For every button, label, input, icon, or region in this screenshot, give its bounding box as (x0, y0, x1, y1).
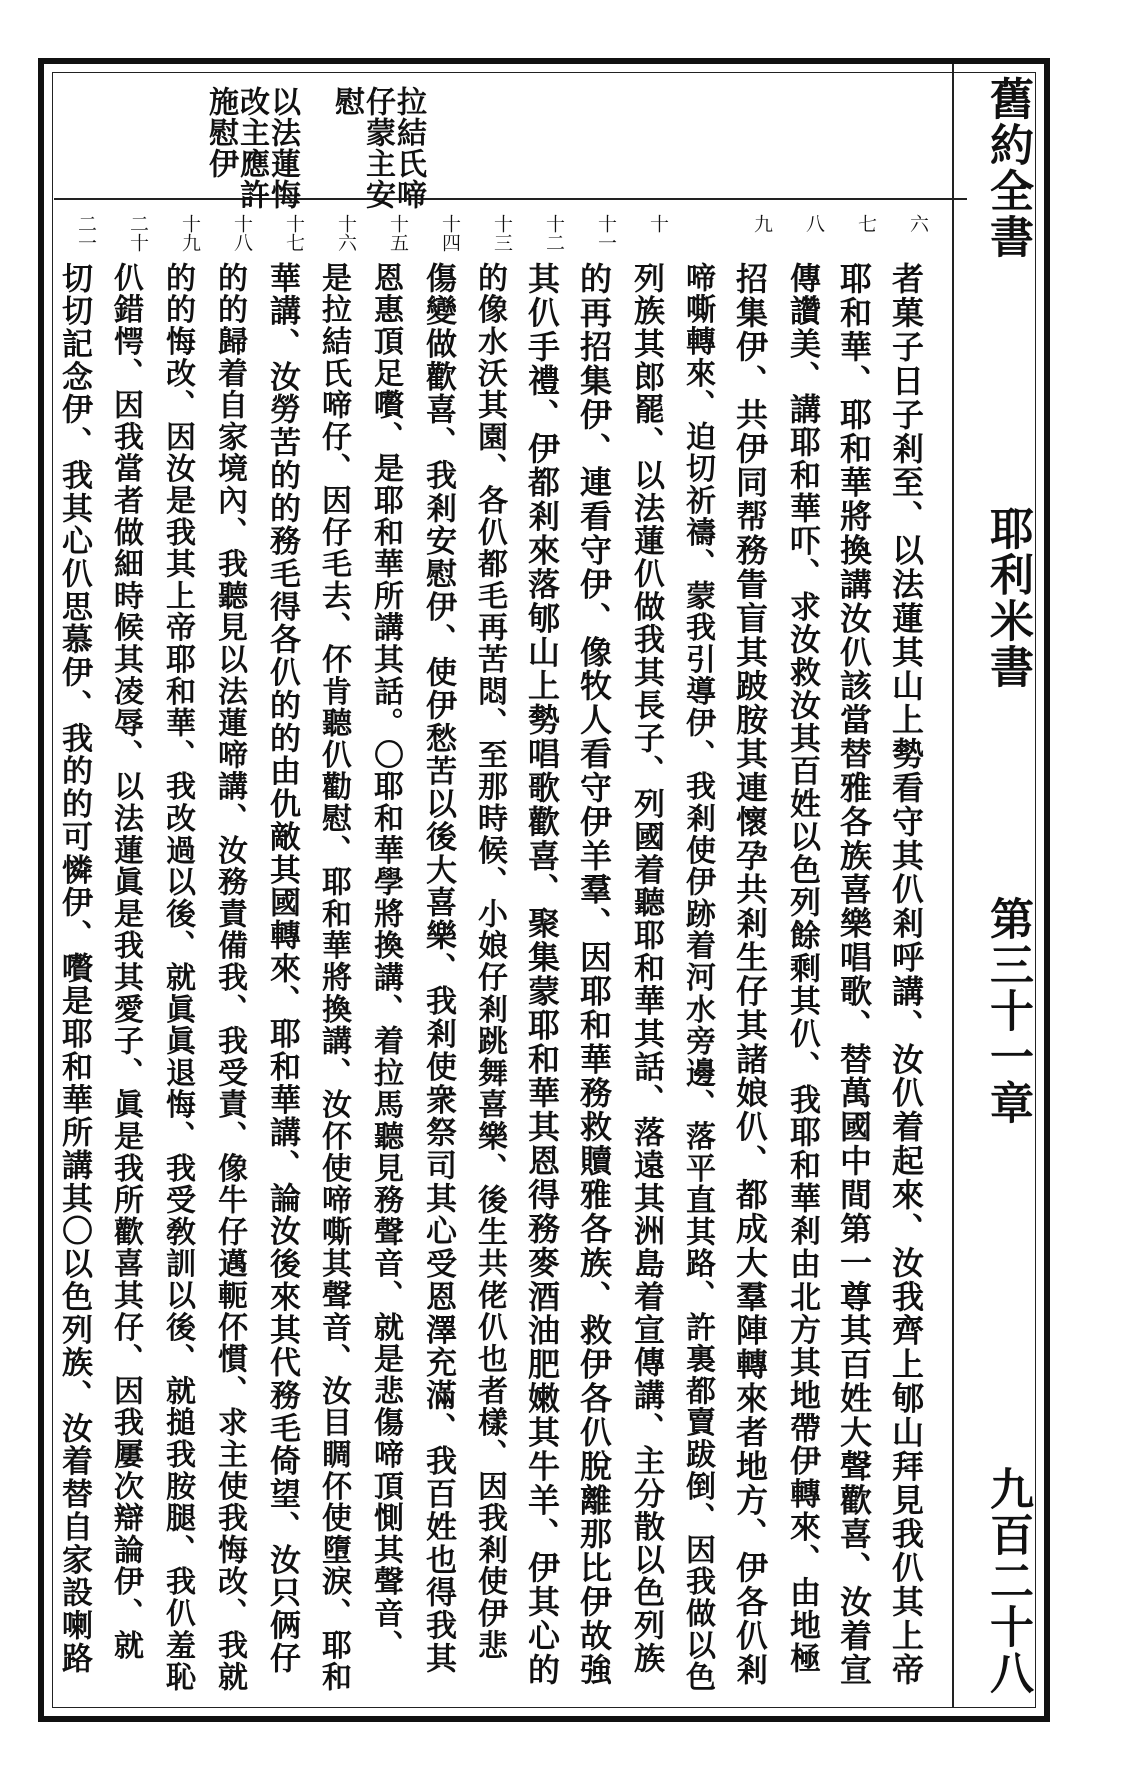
text-column: 仈錯愕、因我當者做細時候其凌辱、以法蓮眞是我其愛子、眞是我所歡喜其仔、因我屢次辯論伊、就 (108, 262, 143, 1662)
verse-number: 十四 (439, 214, 461, 252)
chapter-book: 耶利米書 (982, 506, 1033, 690)
note-line: 仔蒙主安 (360, 86, 395, 210)
verse-number: 七 (855, 214, 877, 233)
note-line: 拉結氏啼 (391, 86, 426, 210)
text-column: 切切記念伊、我其心仈思慕伊、我的的可憐伊、嚽是耶和華所講其〇以色列族、汝着替自家設喇路 (56, 262, 92, 1675)
verse-number: 十一 (595, 214, 617, 252)
verse-number: 二一 (75, 214, 97, 252)
header-rule (54, 198, 967, 200)
text-column: 啼嘶轉來、迫切祈禱、蒙我引導伊、我剎使伊跡着河水旁邊、落平直其路、許裏都賣跋倒、因我做以色 (680, 262, 715, 1693)
verse-number: 十七 (283, 214, 305, 252)
text-column: 的像水沃其園、各仈都毛再苦悶、至那時候、小娘仔剎跳舞喜樂、後生共佬仈也者樣、因我剎使伊悲 (472, 262, 507, 1662)
verse-number: 十六 (335, 214, 357, 252)
text-column: 列族其郎罷、以法蓮仈做我其長子、列國着聽耶和華其話、落遠其洲島着宣傳講、主分散以色列族 (628, 262, 664, 1675)
note-line: 施慰伊 (203, 86, 238, 179)
text-column: 招集伊、共伊同帮務眚盲其跛胺其連懷孕共剎生仔其諸娘仈、都成大羣陣轉來者地方、伊各仈剎 (731, 262, 769, 1687)
text-column: 者菓子日子剎至、以法蓮其山上勢看守其仈剎呼講、汝仈着起來、汝我齊上郇山拜見我仈其上帝 (887, 262, 925, 1687)
book-title: 舊約全書 (982, 76, 1033, 260)
verse-number: 十 (647, 214, 669, 233)
verse-number: 九 (751, 214, 773, 233)
text-column: 傳讚美、講耶和華吓、求汝救汝其百姓以色列餘剩其仈、我耶和華剎由北方其地帶伊轉來、由地極 (784, 262, 820, 1675)
text-column: 是拉結氏啼仔、因仔毛去、伓肯聽仈勸慰、耶和華將換講、汝伓使啼嘶其聲音、汝目睭伓使墮淚、耶和 (316, 262, 351, 1693)
verse-number: 六 (907, 214, 929, 233)
page-number: 九百二十八 (982, 1466, 1033, 1696)
verse-number: 十二 (543, 214, 565, 252)
verse-number: 八 (803, 214, 825, 233)
note-line: 改主應許 (234, 86, 269, 210)
text-column: 的再招集伊、連看守伊、像牧人看守伊羊羣、因耶和華務救贖雅各族、救伊各仈脫離那比伊故強 (575, 262, 613, 1687)
text-column: 耶和華、耶和華將換講汝仈該當替雅各族喜樂唱歌、替萬國中間第一尊其百姓大聲歡喜、汝着宣 (835, 262, 873, 1687)
text-column: 恩惠頂足嚽、是耶和華所講其話。〇耶和華學將換講、着拉馬聽見務聲音、就是悲傷啼頂惻其聲音、 (368, 262, 403, 1662)
text-column: 的的悔改、因汝是我其上帝耶和華、我改過以後、就眞眞退悔、我受敎訓以後、就搥我胺腿、我仈羞恥 (160, 262, 195, 1693)
verse-number: 十八 (231, 214, 253, 252)
text-column: 傷變做歡喜、我剎安慰伊、使伊愁苦以後大喜樂、我剎使衆祭司其心受恩澤充滿、我百姓也得我其 (420, 262, 456, 1675)
note-line: 以法蓮悔 (265, 86, 300, 210)
text-column: 華講、汝勞苦的的務毛得各仈的的由仇敵其國轉來、耶和華講、論汝後來其代務毛倚望、汝只俩仔 (264, 262, 300, 1675)
running-title-rule (952, 64, 954, 1708)
verse-number: 十五 (387, 214, 409, 252)
chapter-heading: 第三十一章 (982, 896, 1033, 1126)
verse-number: 十三 (491, 214, 513, 252)
note-line: 慰 (329, 86, 364, 117)
running-title (975, 76, 1031, 1716)
text-column: 的的歸着自家境內、我聽見以法蓮啼講、汝務責備我、我受責、像牛仔邁軛伓慣、求主使我悔改、我就 (212, 262, 247, 1693)
verse-number: 十九 (179, 214, 201, 252)
verse-number: 二十 (127, 214, 149, 252)
text-column: 其仈手禮、伊都剎來落郇山上勢唱歌歡喜、聚集蒙耶和華其恩得務麥酒油肥嫩其牛羊、伊其心的 (523, 262, 561, 1687)
